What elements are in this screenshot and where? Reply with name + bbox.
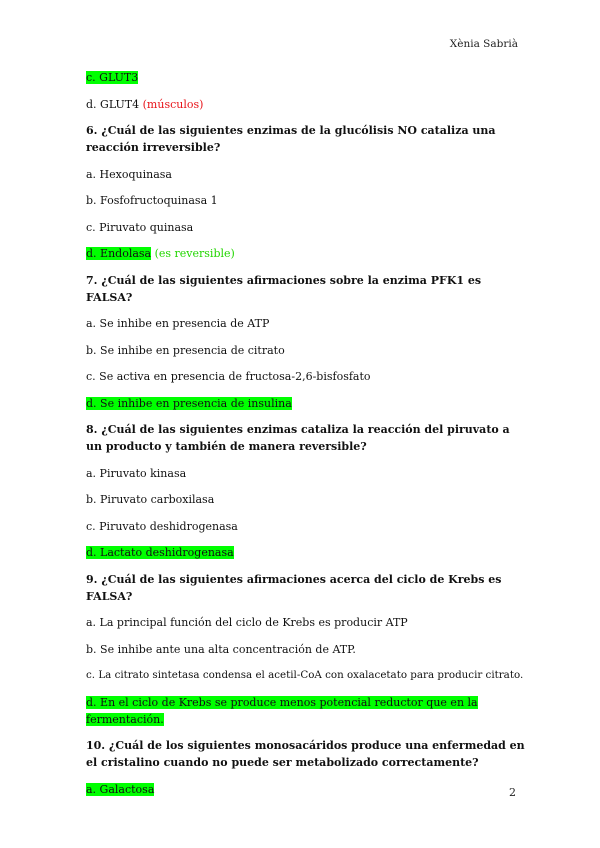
- q9-option-b: b. Se inhibe ante una alta concentración de ATP.: [86, 642, 356, 656]
- q9-option-a: a. La principal función del ciclo de Krebs es producir ATP: [86, 616, 408, 629]
- q6-option-d: [86, 245, 526, 262]
- q7-option-a: a. Se inhibe en presencia de ATP: [86, 317, 270, 330]
- correct-answer-highlight: d. En el ciclo de Krebs se produce menos potencial reductor que en la: [86, 695, 478, 709]
- question-6: 6. ¿Cuál de las siguientes enzimas de la glucólisis NO cataliza una reacción irreversible?: [86, 124, 496, 154]
- q6-option-a: a. Hexoquinasa: [86, 167, 172, 181]
- q7-option-b: b. Se inhibe en presencia de citrato: [86, 343, 285, 357]
- correct-answer-highlight: d. Endolasa: [86, 247, 152, 260]
- option-c-glut3: [86, 69, 526, 86]
- q6-option-b: b. Fosfofructoquinasa 1: [86, 194, 218, 207]
- correct-answer-highlight: c. GLUT3: [86, 71, 139, 84]
- q8-option-d: [86, 544, 526, 561]
- q8-option-a: a. Piruvato kinasa: [86, 466, 187, 480]
- q6-option-c: c. Piruvato quinasa: [86, 220, 194, 234]
- q8-option-c: c. Piruvato deshidrogenasa: [86, 519, 238, 533]
- q10-option-a: [86, 781, 526, 798]
- question-8: 8. ¿Cuál de las siguientes enzimas cataliza la reacción del piruvato a un producto y también de manera reversible?: [86, 423, 510, 453]
- q9-option-c: c. La citrato sintetasa condensa el acetil-CoA con oxalacetato para producir citrato.: [86, 669, 524, 681]
- option-note: (músculos): [142, 97, 204, 111]
- question-7: 7. ¿Cuál de las siguientes afirmaciones sobre la enzima PFK1 es FALSA?: [86, 273, 482, 304]
- q7-option-d: [86, 395, 526, 412]
- quiz-content: [86, 69, 526, 807]
- correct-answer-highlight: fermentación.: [86, 712, 164, 726]
- author-header: Xènia Sabrià: [449, 38, 518, 50]
- question-9: 9. ¿Cuál de las siguientes afirmaciones acerca del ciclo de Krebs es FALSA?: [86, 572, 502, 603]
- q9-option-d-line2: [86, 711, 526, 728]
- q9-option-d-line1: [86, 694, 526, 711]
- correct-answer-highlight: a. Galactosa: [86, 782, 155, 796]
- correct-answer-highlight: d. Lactato deshidrogenasa: [86, 546, 234, 559]
- question-10: 10. ¿Cuál de los siguientes monosacáridos produce una enfermedad en el cristalino cuando no puede ser metabolizado correctamente?: [86, 739, 525, 769]
- q7-option-c: c. Se activa en presencia de fructosa-2,6-bisfosfato: [86, 370, 371, 383]
- q8-option-b: b. Piruvato carboxilasa: [86, 493, 215, 506]
- page-number: 2: [509, 786, 516, 799]
- correct-answer-highlight: d. Se inhibe en presencia de insulina: [86, 396, 292, 410]
- option-text: d. GLUT4: [86, 97, 143, 111]
- option-d-glut4: [86, 96, 526, 113]
- option-note: (es reversible): [151, 247, 235, 260]
